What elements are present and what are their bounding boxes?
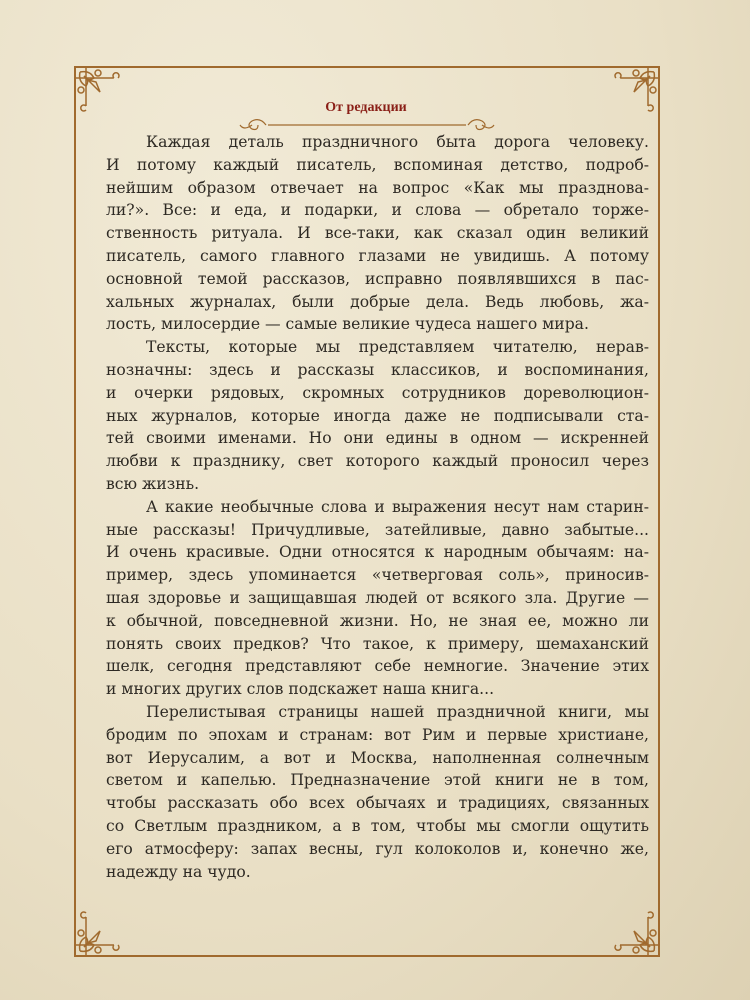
text-line: шелк, сегодня представляют себе немногие. Значение этих (106, 657, 649, 676)
text-line: понять своих предков? Что такое, к примеру, шемаханский (106, 634, 649, 653)
text-line: всю жизнь. (106, 474, 200, 493)
paragraph (106, 701, 649, 883)
text-line: пример, здесь упоминается «четверговая соль», приносив- (106, 566, 649, 585)
text-line: ственность ритуала. И все-таки, как сказал один великий (106, 224, 649, 243)
text-line: тей своими именами. Но они едины в одном — искренней (106, 429, 649, 448)
text-line: ли?». Все: и еда, и подарки, и слова — обретало торже- (106, 201, 649, 220)
text-line: нозначны: здесь и рассказы классиков, и воспоминания, (106, 360, 649, 379)
text-line: вот Иерусалим, а вот и Москва, наполненная солнечным (106, 748, 649, 767)
text-line: шая здоровье и защищавшая людей от всякого зла. Другие — (106, 588, 649, 607)
text-line: И очень красивые. Одни относятся к народным обычаям: на- (106, 543, 649, 562)
text-line: к обычной, повседневной жизни. Но, не зная ее, можно ли (106, 611, 649, 630)
text-line: и очерки рядовых, скромных сотрудников дореволюцион- (106, 383, 649, 402)
paragraph (106, 131, 649, 336)
paragraph (106, 496, 649, 701)
text-line: ных журналов, которые иногда даже не подписывали ста- (106, 406, 649, 425)
text-line: лость, милосердие — самые великие чудеса нашего мира. (106, 315, 589, 334)
text-line: надежду на чудо. (106, 862, 251, 881)
text-line: И потому каждый писатель, вспоминая детство, подроб- (106, 155, 649, 174)
text-line: чтобы рассказать обо всех обычаях и традициях, связанных (106, 794, 649, 813)
text-line: бродим по эпохам и странам: вот Рим и первые христиане, (106, 725, 649, 744)
text-line: А какие необычные слова и выражения несут нам старин- (146, 497, 649, 516)
text-line: Каждая деталь праздничного быта дорога человеку. (146, 133, 649, 151)
body-text (106, 131, 649, 883)
text-line: любви к празднику, свет которого каждый проносил через (106, 452, 649, 471)
text-line: ные рассказы! Причудливые, затейливые, давно забытые... (106, 520, 649, 539)
text-line: его атмосферу: запах весны, гул колоколов и, конечно же, (106, 839, 649, 858)
text-line: со Светлым праздником, а в том, чтобы мы смогли ощутить (106, 816, 649, 835)
paragraph (106, 336, 649, 496)
text-line: основной темой рассказов, исправно появлявшихся в пас- (106, 269, 649, 288)
text-line: нейшим образом отвечает на вопрос «Как мы празднова- (106, 178, 649, 197)
text-line: и многих других слов подскажет наша книга... (106, 680, 495, 699)
section-title: От редакции (325, 100, 407, 115)
corner-ornament-bottom-left-icon (74, 887, 144, 957)
text-line: Тексты, которые мы представляем читателю, нерав- (146, 338, 649, 357)
text-line: писатель, самого главного глазами не увидишь. А потому (106, 246, 649, 265)
corner-ornament-bottom-right-icon (590, 887, 660, 957)
text-line: Перелистывая страницы нашей праздничной книги, мы (146, 702, 649, 721)
text-line: светом и капелью. Предназначение этой книги не в том, (106, 771, 649, 790)
text-line: хальных журналах, были добрые дела. Ведь любовь, жа- (106, 292, 649, 311)
